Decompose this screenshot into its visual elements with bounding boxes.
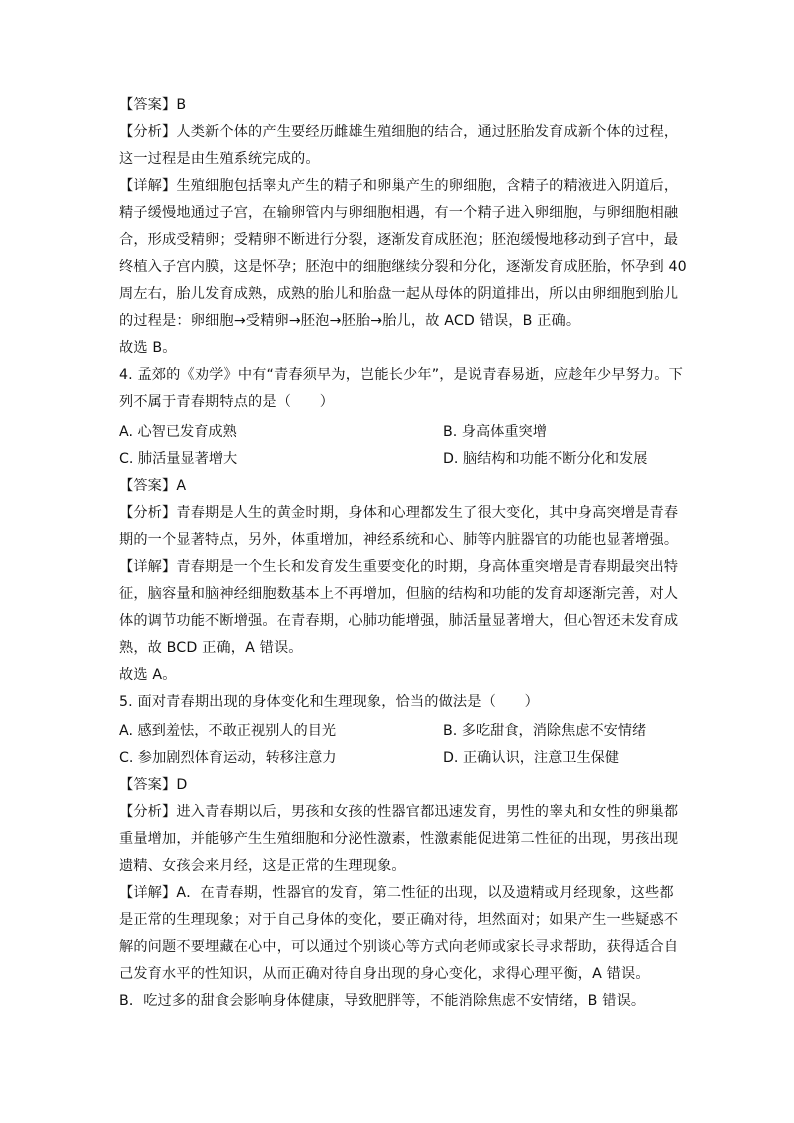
answer-label: 【答案】A	[119, 478, 187, 494]
text-line: 这一过程是由生殖系统完成的。	[119, 151, 320, 167]
text-line: 精子缓慢地通过子宫，在输卵管内与卵细胞相遇，有一个精子进入卵细胞，与卵细胞相融	[119, 205, 679, 221]
text-line: 的过程是：卵细胞→受精卵→胚泡→胚胎→胎儿，故 ACD 错误，B 正确。	[119, 313, 581, 329]
answer-label: 【答案】D	[119, 777, 188, 793]
question-4-stem: 4. 孟郊的《劝学》中有“青春须早为，岂能长少年”，是说青春易逝，应趁年少早努力。下	[119, 367, 683, 383]
text-line: 周左右，胎儿发育成熟，成熟的胎儿和胎盘一起从母体的阴道排出，所以由卵细胞到胎儿	[119, 286, 679, 302]
text-line: 【分析】进入青春期以后，男孩和女孩的性器官都迅速发育，男性的睾丸和女性的卵巢都	[119, 804, 679, 820]
q5-option-a: A. 感到羞怯，不敢正视别人的目光	[119, 723, 337, 739]
text-line: 重量增加，并能够产生生殖细胞和分泌性激素，性激素能促进第二性征的出现，男孩出现	[119, 831, 679, 847]
q4-option-a: A. 心智已发育成熟	[119, 424, 237, 440]
text-line: B．吃过多的甜食会影响身体健康，导致肥胖等，不能消除焦虑不安情绪，B 错误。	[119, 993, 646, 1009]
text-line: 征，脑容量和脑神经细胞数基本上不再增加，但脑的结构和功能的发育却逐渐完善，对人	[119, 586, 679, 602]
text-line: 【详解】生殖细胞包括睾丸产生的精子和卵巢产生的卵细胞，含精子的精液进入阴道后，	[119, 178, 679, 194]
text-line: 遗精、女孩会来月经，这是正常的生理现象。	[119, 858, 406, 874]
q4-option-c: C. 肺活量显著增大	[119, 451, 238, 467]
text-line: 故选 B。	[119, 340, 177, 356]
text-line: 【分析】人类新个体的产生要经历雌雄生殖细胞的结合，通过胚胎发育成新个体的过程，	[119, 124, 679, 140]
text-line: 合，形成受精卵；受精卵不断进行分裂，逐渐发育成胚泡；胚泡缓慢地移动到子宫中，最	[119, 232, 679, 248]
text-line: 体的调节功能不断增强。在青春期，心肺功能增强，肺活量显著增大，但心智还未发育成	[119, 613, 679, 629]
q5-option-b: B. 多吃甜食，消除焦虑不安情绪	[443, 723, 647, 739]
q4-option-b: B. 身高体重突增	[443, 424, 547, 440]
text-line: 解的问题不要埋藏在心中，可以通过个别谈心等方式向老师或家长寻求帮助，获得适合自	[119, 939, 679, 955]
text-line: 终植入子宫内膜，这是怀孕；胚泡中的细胞继续分裂和分化，逐渐发育成胚胎，怀孕到 40	[119, 259, 687, 275]
text-line: 【详解】A．在青春期，性器官的发育，第二性征的出现，以及遗精或月经现象，这些都	[119, 885, 674, 901]
question-4-stem: 列不属于青春期特点的是（ ）	[119, 394, 335, 410]
text-line: 故选 A。	[119, 667, 177, 683]
text-line: 期的一个显著特点，另外，体重增加，神经系统和心、肺等内脏器官的功能也显著增强。	[119, 532, 679, 548]
q4-option-d: D. 脑结构和功能不断分化和发展	[443, 451, 648, 467]
text-line: 【详解】青春期是一个生长和发育发生重要变化的时期，身高体重突增是青春期最突出特	[119, 559, 679, 575]
text-line: 己发育水平的性知识，从而正确对待自身出现的身心变化，求得心理平衡，A 错误。	[119, 966, 650, 982]
text-line: 熟，故 BCD 正确，A 错误。	[119, 640, 303, 656]
q5-option-c: C. 参加剧烈体育运动，转移注意力	[119, 750, 337, 766]
text-line: 【分析】青春期是人生的黄金时期，身体和心理都发生了很大变化，其中身高突增是青春	[119, 505, 679, 521]
question-5-stem: 5. 面对青春期出现的身体变化和生理现象，恰当的做法是（ ）	[119, 694, 539, 710]
text-line: 【答案】B	[119, 97, 187, 113]
text-line: 是正常的生理现象；对于自己身体的变化，要正确对待，坦然面对；如果产生一些疑惑不	[119, 912, 679, 928]
q5-option-d: D. 正确认识，注意卫生保健	[443, 750, 620, 766]
